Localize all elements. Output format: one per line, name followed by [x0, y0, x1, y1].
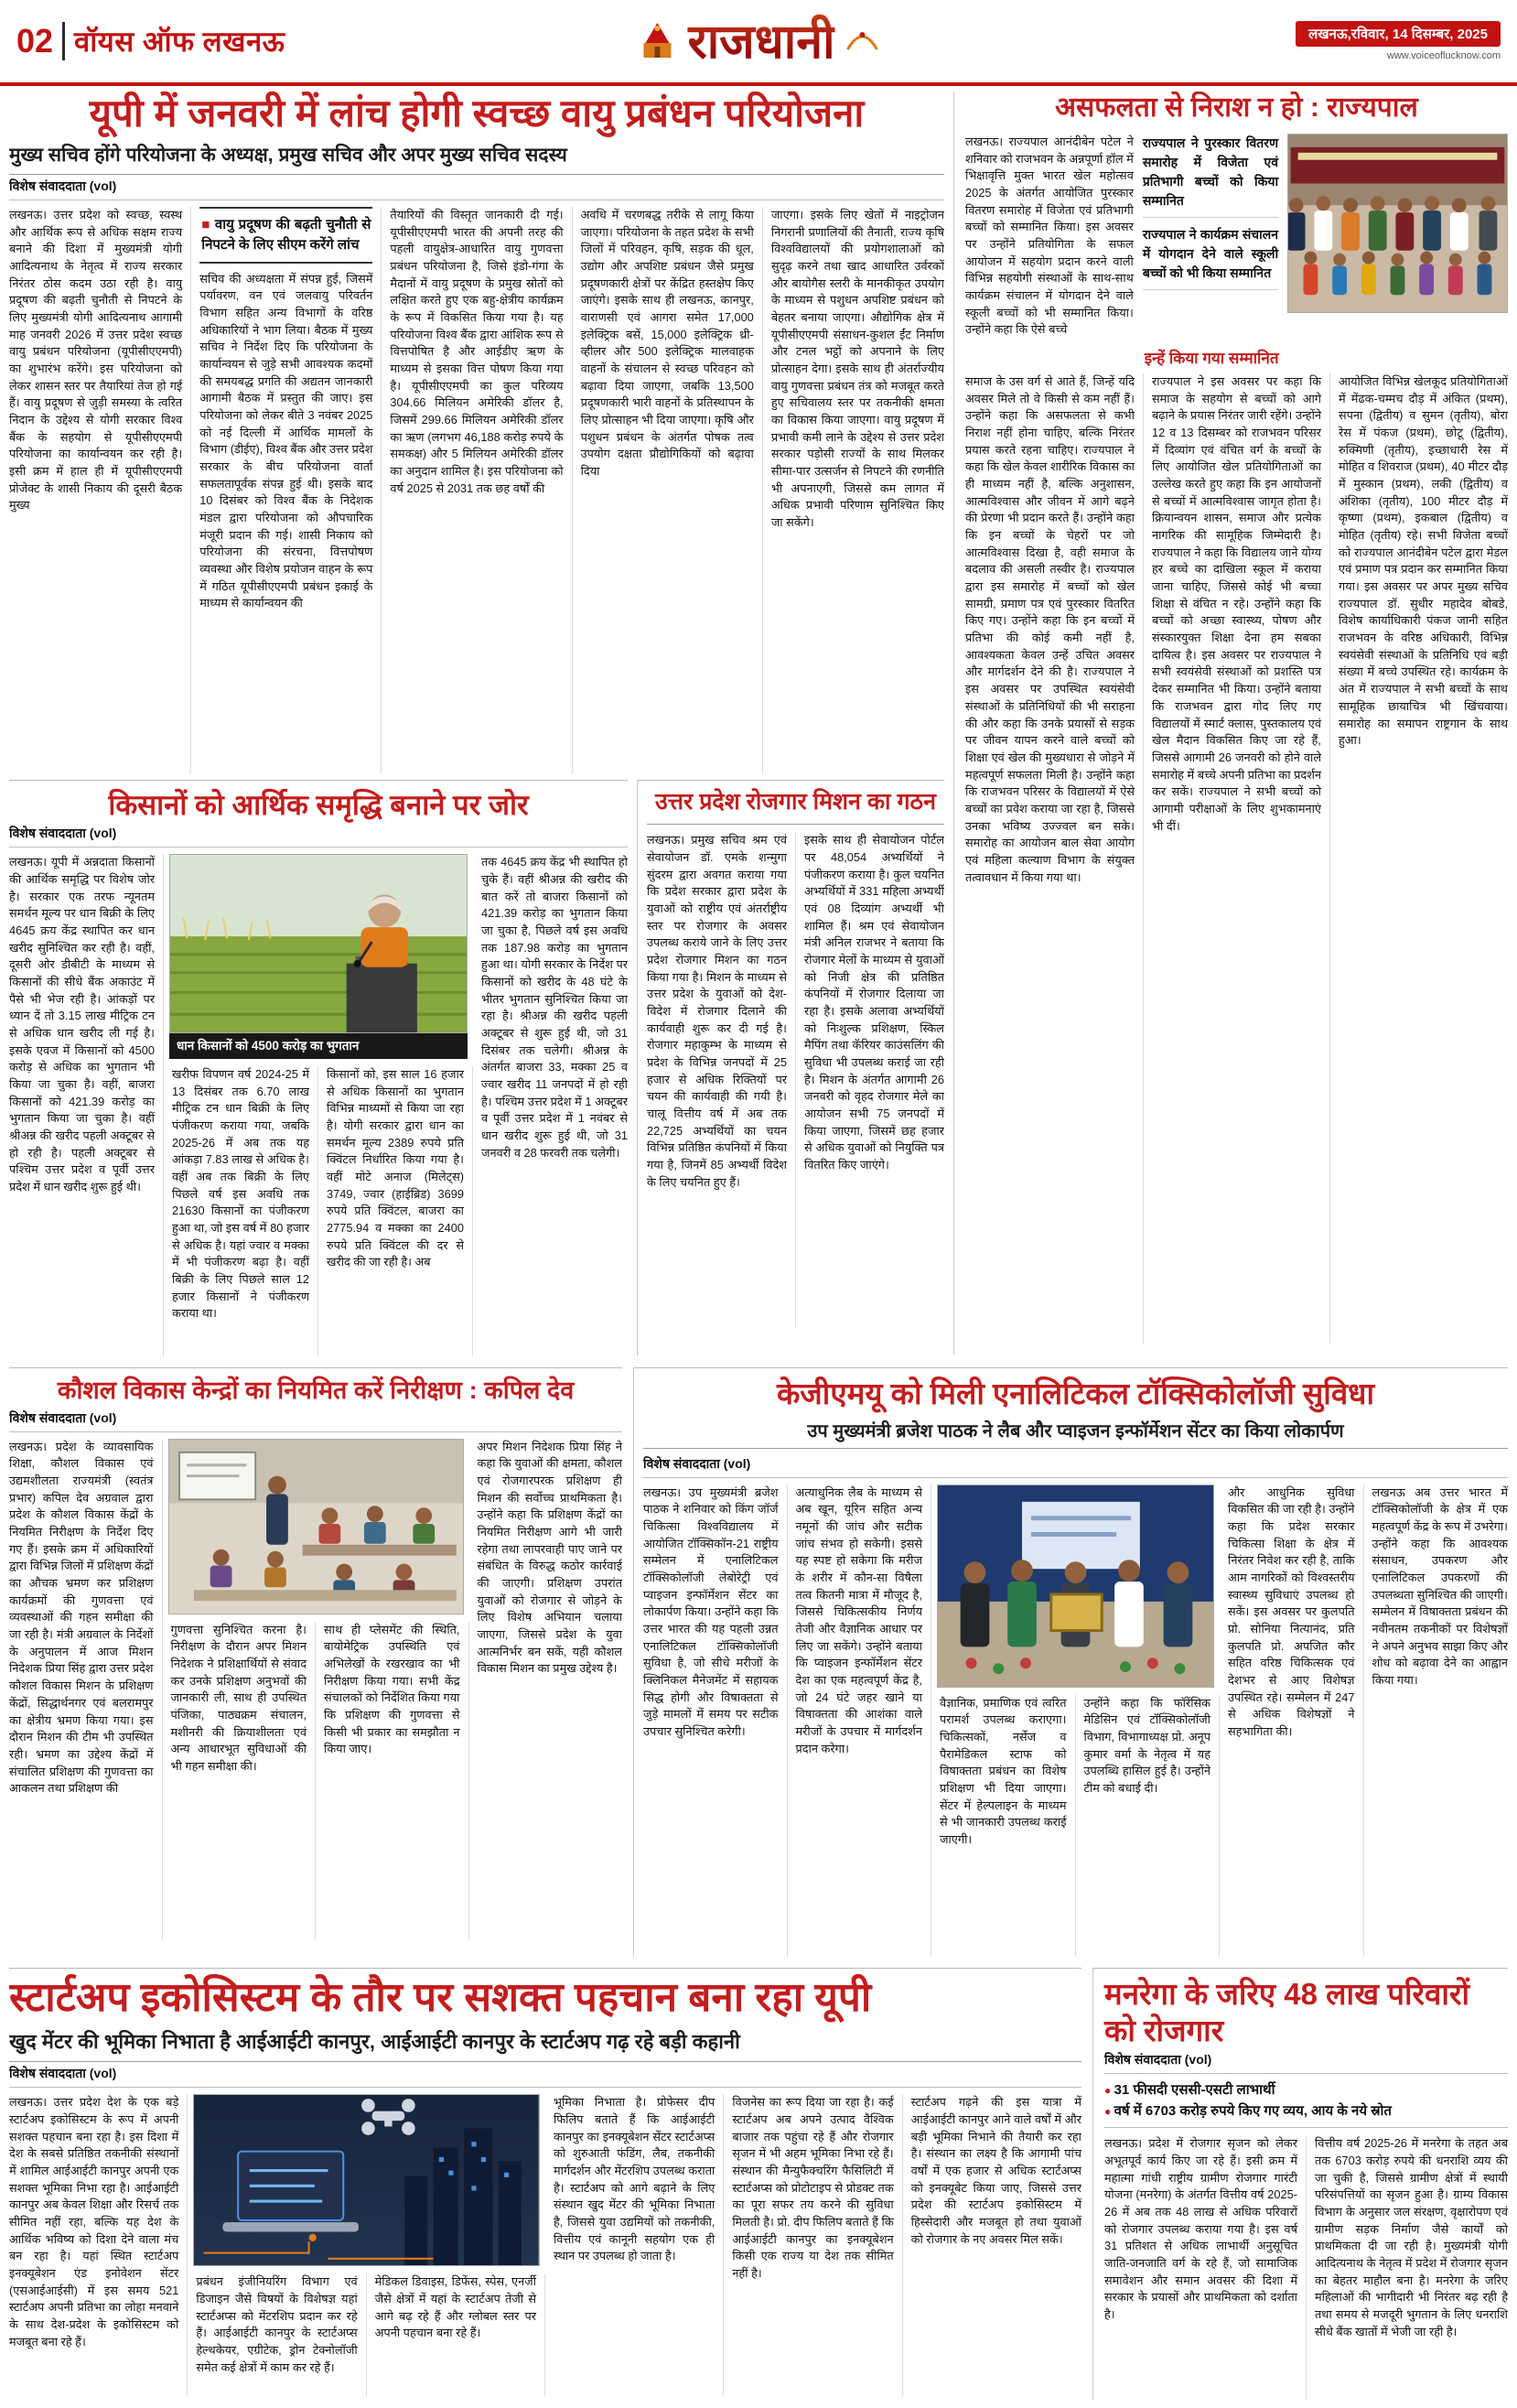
- skill-byline: विशेष संवाददाता (vol): [9, 1407, 622, 1432]
- mission-col-1: लखनऊ। प्रमुख सचिव श्रम एवं सेवायोजन डॉ. एमके शन्मुगा सुंदरम द्वारा अवगत कराया गया कि प्रदेश सरकार द्वारा प्रदेश के युवाओं को राष्ट्रीय एवं अंतर्राष्ट्रीय स्तर पर रोजगार के अवसर उपलब्ध कराये जाने के लिए उत्तर प्रदेश रोजगार मिशन का गठन किया गया है। मिशन के माध्यम से उत्तर प्रदेश के युवाओं को देश-विदेश में रोजगार दिलाने की कार्यवाही शुरू कर दी गई है। रोजगार महाकुम्भ के माध्यम से प्रदेश के विभिन्न जनपदों में 25 हजार से अधिक रिक्तियों पर चयन की कार्यवाही की गयी है। चालू वित्तीय वर्ष में अब तक 22,725 अभ्यर्थियों का चयन विभिन्न प्रतिष्ठित कंपनियों में किया गया है, जिनमें 85 अभ्यर्थी विदेश के लिए चयनित हुए हैं।: [647, 832, 796, 1326]
- farmers-col-3: किसानों को, इस साल 16 हजार से अधिक किसानों का भुगतान विभिन्न माध्यमों से किया जा रहा है। योगी सरकार द्वारा धान का समर्थन मूल्य 2389 रुपये प्रति क्विंटल निर्धारित किया गया है। वहीं मोटे अनाज (मिलेट्स) 3749, ज्वार (हाईब्रिड) 3699 रुपये प्रति क्विंटल, बाजरा का 2775.94 व मक्का का 2400 रुपये प्रति क्विंटल की दर से खरीद की जा रही है। अब: [318, 1066, 473, 1356]
- air-body: [9, 207, 944, 774]
- temple-icon: [636, 19, 678, 61]
- paper-name: वॉयस ऑफ लखनऊ: [74, 26, 285, 58]
- header-meta: [1296, 21, 1501, 61]
- governor-headline: असफलता से निराश न हो : राज्यपाल: [1055, 92, 1418, 123]
- rajdhani-logo: [636, 7, 880, 72]
- startup-col-2: प्रबंधन इंजीनियरिंग विभाग एवं डिजाइन जैसे विषयों के विशेषज्ञ यहां स्टार्टअप्स को मेंटरशिप प्रदान कर रहे हैं। आईआईटी कानपुर के स्टार्टअप्स हेल्थकेयर, एग्रीटेक, ड्रोन टेक्नोलॉजी समेत कई क्षेत्रों में काम कर रहे हैं।: [188, 2273, 366, 2396]
- governor-top: [965, 134, 1508, 339]
- skill-col-2: गुणवत्ता सुनिश्चित करना है। निरीक्षण के दौरान अपर मिशन निदेशक ने प्रशिक्षार्थियों से संवाद कर उनके प्रशिक्षण अनुभवों की जानकारी ली, साथ ही उपस्थित पंजिका, पाठ्यक्रम संचालन, मशीनरी की क्रियाशीलता एवं अन्य आधारभूत सुविधाओं की भी गहन समीक्षा की।: [163, 1622, 317, 1940]
- startup-photo-block: [193, 2094, 540, 2266]
- kgmu-col-5: और आधुनिक सुविधा विकसित की जा रही है। उन्होंने कहा कि प्रदेश सरकार चिकित्सा शिक्षा के क्षेत्र में निरंतर निवेश कर रही है, ताकि आम नागरिकों को विश्वस्तरीय स्वास्थ्य सुविधाएं उपलब्ध हो सकें। इस अवसर पर कुलपति प्रो. सोनिया नित्यानंद, प्रति कुलपति प्रो. अपजित कौर सहित वरिष्ठ चिकित्सक एवं देशभर से आए विशेषज्ञ उपस्थित रहे। सम्मेलन में 247 से अधिक विशेषज्ञों ने सहभागिता की।: [1220, 1485, 1364, 1957]
- farmers-byline: विशेष संवाददाता (vol): [9, 822, 628, 848]
- mnrega-col-2: वित्तीय वर्ष 2025-26 में मनरेगा के तहत अब तक 6703 करोड़ रुपये की धनराशि व्यय की जा चुकी है, जिससे ग्रामीण क्षेत्रों में स्थायी परिसंपत्तियों का सृजन हुआ है। ग्राम्य विकास विभाग के अनुसार जल संरक्षण, वृक्षारोपण एवं ग्रामीण सड़क निर्माण जैसे कार्यों को प्राथमिकता दी जा रही है। मुख्यमंत्री योगी आदित्यनाथ के नेतृत्व में प्रदेश में रोजगार सृजन का बेहतर माहौल बना है। मनरेगा के जरिए महिलाओं की भागीदारी भी निरंतर बढ़ रही है तथा समय से मजदूरी भुगतान के लिए धनराशि सीधे बैंक खातों में भेजी जा रही है।: [1315, 2136, 1508, 2338]
- startup-subhead: खुद मेंटर की भूमिका निभाता है आईआईटी कानपुर, आईआईटी कानपुर के स्टार्टअप गढ़ रहे बड़ी कहानी: [9, 2027, 1081, 2062]
- startup-col-4: भूमिका निभाता है। प्रोफेसर दीप फिलिप बताते हैं कि आईआईटी कानपुर का इनक्यूबेशन सेंटर स्टार्टअप्स को शुरुआती फंडिंग, लैब, तकनीकी मार्गदर्शन और मेंटरशिप उपलब्ध कराता है। स्टार्टअप को आगे बढ़ाने के लिए संस्थान खुद मेंटर की भूमिका निभाता है, जिससे युवा उद्यमियों को तकनीकी, वित्तीय एवं कानूनी सहयोग एक ही स्थान पर उपलब्ध हो जाता है।: [545, 2094, 724, 2396]
- farmers-col-1: लखनऊ। यूपी में अन्नदाता किसानों की आर्थिक समृद्धि पर विशेष जोर है। सरकार एक तरफ न्यूनतम समर्थन मूल्य पर धान बिक्री के लिए 4645 क्रय केंद्र स्थापित कर धान खरीद सुनिश्चित कर रही है। वहीं, दूसरी ओर डीबीटी के माध्यम से किसानों की सीधे बैंक अकाउंट में पैसे भी भेज रही है। आंकड़ों पर ध्यान दें तो 3.15 लाख मीट्रिक टन से अधिक धान खरीद ली गई है। इसके एवज में किसानों को 4500 करोड़ से अधिक का भुगतान भी किया जा चुका है। वहीं, बाजरा किसानों को 421.39 करोड़ का भुगतान किया जा चुका है। वहीं श्रीअन्न की खरीद पहली अक्टूबर से हो रही है। पहली अक्टूबर से पश्चिम उत्तर प्रदेश व पूर्वी उत्तर प्रदेश में धान खरीद शुरू हुई थी।: [9, 854, 164, 1356]
- mnrega-bullet-1: ● 31 फीसदी एससी-एसटी लाभार्थी: [1104, 2080, 1508, 2101]
- article-startup-ecosystem: [9, 1968, 1081, 2400]
- mnrega-bullets: [1104, 2080, 1508, 2128]
- startup-col-1: लखनऊ। उत्तर प्रदेश देश के एक बड़े स्टार्टअप इकोसिस्टम के रूप में अपनी सशक्त पहचान बना रहा है। इस दिशा में देश के सबसे प्रतिष्ठित तकनीकी संस्थानों में शामिल आईआईटी कानपुर अपनी एक सशक्त भूमिका निभा रहा है। आईआईटी कानपुर अब केवल शिक्षा और रिसर्च तक सीमित नहीं रहा, बल्कि यह देश के आर्थिक भविष्य को दिशा देने वाला मंच बन रहा है। यहां स्थित स्टार्टअप इनक्यूबेशन एंड इनोवेशन सेंटर (एसआईआईसी) में इस समय 521 स्टार्टअप अपनी प्रतिभा का लोहा मनवाने के साथ देश-प्रदेश के इकोसिस्टम को मजबूत बना रहे हैं।: [9, 2094, 188, 2396]
- kgmu-col-3: वैज्ञानिक, प्रमाणिक एवं त्वरित परामर्श उपलब्ध कराएगा। चिकित्सकों, नर्सेज व पैरामेडिकल स्टाफ को विषाक्तता प्रबंधन का विशेष प्रशिक्षण भी दिया जाएगा। सेंटर में हेल्पलाइन के माध्यम से भी जानकारी उपलब्ध कराई जाएगी।: [931, 1695, 1076, 1957]
- lab-inauguration-photo: [937, 1485, 1214, 1688]
- kgmu-col-2: अत्याधुनिक लैब के माध्यम से अब खून, यूरिन सहित अन्य नमूनों की जांच और सटीक जांच संभव हो सकेगी। इससे यह स्पष्ट हो सकेगा कि मरीज के शरीर में कौन-सा विषैला तत्व कितनी मात्रा में मौजूद है, जिससे चिकित्सकीय निर्णय तेजी और वैज्ञानिक आधार पर लिए जा सकेंगे। उन्होंने बताया कि प्वाइजन इन्फॉर्मेशन सेंटर देश का एक महत्वपूर्ण केंद्र है, जो 24 घंटे जहर खाने या विषाक्तता की आशंका वाले मरीजों के उपचार में मार्गदर्शन प्रदान करेगा।: [788, 1485, 932, 1957]
- startup-col-3: मेडिकल डिवाइस, डिफेंस, स्पेस, एनर्जी जैसे क्षेत्रों में यहां के स्टार्टअप तेजी से आगे बढ़ रहे हैं और ग्लोबल स्तर पर अपनी पहचान बना रहे हैं।: [367, 2273, 545, 2396]
- kgmu-col-4: उन्होंने कहा कि फॉरेंसिक मेडिसिन एवं टॉक्सिकोलॉजी विभाग, विभागाध्यक्ष प्रो. अनूप कुमार वर्मा के नेतृत्व में यह उपलब्धि हासिल हुई है। उन्होंने टीम को बधाई दी।: [1076, 1695, 1221, 1957]
- startup-photo-graphic: [194, 2095, 539, 2265]
- mnrega-byline: विशेष संवाददाता (vol): [1104, 2048, 1508, 2074]
- mission-col-2: इसके साथ ही सेवायोजन पोर्टल पर 48,054 अभ्यर्थियों ने पंजीकरण कराया है। कुल चयनित अभ्यर्थियों में 331 महिला अभ्यर्थी एवं 08 दिव्यांग अभ्यर्थी भी शामिल हैं। श्रम एवं सेवायोजन मंत्री अनिल राजभर ने बताया कि रोजगार मेलों के माध्यम से युवाओं को निजी क्षेत्र की प्रतिष्ठित कंपनियों में रोजगार दिलाया जा रहा है। इसके अलावा अभ्यर्थियों को निःशुल्क प्रशिक्षण, स्किल मैपिंग तथा कॅरियर काउंसलिंग की सुविधा भी उपलब्ध कराई जा रही है। मिशन के अंतर्गत आगामी 26 जनवरी को वृहद रोजगार मेले का आयोजन सभी 75 जनपदों में किया जाएगा, जिसमें छह हजार से अधिक युवाओं को नियुक्ति पत्र वितरित किए जाएंगे।: [804, 833, 944, 1172]
- website-link[interactable]: www.voiceoflucknow.com: [1386, 50, 1501, 61]
- governor-intro-2: राज्यपाल ने कार्यक्रम संचालन में योगदान देने वाले स्कूली बच्चों को भी किया सम्मानित: [1143, 225, 1278, 290]
- article-farmers: [9, 780, 628, 1356]
- skill-photo-block: [168, 1439, 464, 1614]
- startup-byline: विशेष संवाददाता (vol): [9, 2062, 1081, 2088]
- farmers-photo-block: [169, 854, 468, 1059]
- mnrega-col-1: लखनऊ। प्रदेश में रोजगार सृजन को लेकर अभूतपूर्व कार्य किए जा रहे हैं। इसी क्रम में महात्मा गांधी राष्ट्रीय ग्रामीण रोजगार गारंटी योजना (मनरेगा) के अंतर्गत वित्तीय वर्ष 2025-26 में अब तक 48 लाख से अधिक परिवारों को रोजगार उपलब्ध कराया गया है। इस वर्ष 31 प्रतिशत से अधिक लाभार्थी अनुसूचित जाति-जनजाति वर्ग के रहे हैं, जो सामाजिक समावेशन और समान अवसर की दिशा में सरकार के प्रयासों और प्राथमिकता को दर्शाता है।: [1104, 2135, 1307, 2400]
- kgmu-byline: विशेष संवाददाता (vol): [643, 1452, 1508, 1478]
- air-subhead: मुख्य सचिव होंगे परियोजना के अध्यक्ष, प्रमुख सचिव और अपर मुख्य सचिव सदस्य: [9, 142, 944, 175]
- skill-headline: कौशल विकास केन्द्रों का नियमित करें निरीक्षण : कपिल देव: [57, 1377, 575, 1404]
- classroom-inspection-photo: [168, 1439, 464, 1614]
- kgmu-col-1: लखनऊ। उप मुख्यमंत्री ब्रजेश पाठक ने शनिवार को किंग जॉर्ज चिकित्सा विश्वविद्यालय में आयोजित टॉक्सिकॉन-21 राष्ट्रीय सम्मेलन में एनालिटिकल टॉक्सिकोलॉजी लेबोरेट्री एवं प्वाइजन इन्फॉर्मेशन सेंटर का लोकार्पण किया। उन्होंने कहा कि उत्तर भारत की यह पहली उन्नत एनालिटिकल टॉक्सिकोलॉजी सुविधा है, जो सीधे मरीजों के क्लिनिकल मैनेजमेंट में सहायक सिद्ध होगी और विषाक्तता से जुड़े मामलों में समय पर सटीक उपचार सुनिश्चित करेगी।: [643, 1485, 788, 1957]
- governor-col-3: आयोजित विभिन्न खेलकूद प्रतियोगिताओं में मेंढक-चम्मच दौड़ में अंकित (प्रथम), सपना (द्वितीय) व सुमन (तृतीय), बोरा रेस में पंकज (प्रथम), छोटू (द्वितीय), रुक्मिणी (तृतीय), इच्छाधारी रेस में मोहित व शिवराज (प्रथम), 40 मीटर दौड़ में मुस्कान (प्रथम), लकी (द्वितीय) व अंशिका (तृतीय), 100 मीटर दौड़ में कृष्णा (प्रथम), इकबाल (द्वितीय) व मोहित (तृतीय) रहे। सभी विजेता बच्चों को राज्यपाल आनंदीबेन पटेल द्वारा मेडल एवं प्रमाण पत्र प्रदान कर सम्मानित किया गया। इस अवसर पर अपर मुख्य सचिव राज्यपाल डॉ. सुधीर महादेव बोबडे, विशेष कार्याधिकारी पंकज जानी सहित राजभवन के वरिष्ठ अधिकारी, विभिन्न स्वयंसेवी संस्थाओं के प्रतिनिधि एवं बड़ी संख्या में बच्चे उपस्थित रहे। कार्यक्रम के अंत में राज्यपाल ने सभी बच्चों के साथ सामूहिक छायाचित्र भी खिंचवाया। समारोह का समापन राष्ट्रगान के साथ हुआ।: [1339, 374, 1508, 748]
- skill-body: [9, 1439, 622, 1940]
- air-byline: विशेष संवाददाता (vol): [9, 175, 944, 200]
- kgmu-subhead: उप मुख्यमंत्री ब्रजेश पाठक ने लैब और प्वाइजन इन्फॉर्मेशन सेंटर का किया लोकार्पण: [643, 1418, 1508, 1449]
- air-col-3: तैयारियों की विस्तृत जानकारी दी गई। यूपीसीएएमपी भारत की अपनी तरह की पहली वायुक्षेत्र-आधारित वायु गुणवत्ता प्रबंधन परियोजना है, जिसे इंडो-गंगा के मैदानों में वायु प्रदूषण के प्रमुख स्रोतों को लक्षित करते हुए एक बहु-क्षेत्रीय कार्यक्रम के रूप में विकसित किया गया है। यह परियोजना विश्व बैंक द्वारा आंशिक रूप से वित्तपोषित है और आईडीए ऋण के माध्यम से इसका वित्त पोषण किया गया है। यूपीसीएएमपी का कुल परिव्यय 304.66 मिलियन अमेरिकी डॉलर है, जिसमें 299.66 मिलियन अमेरिकी डॉलर का ऋण (लगभग 46,188 करोड़ रुपये के समकक्ष) और 5 मिलियन अमेरिकी डॉलर का अनुदान शामिल है। इस परियोजना को वर्ष 2025 से 2031 तक छह वर्षों की: [382, 207, 572, 774]
- farmers-col-2: खरीफ विपणन वर्ष 2024-25 में 13 दिसंबर तक 6.70 लाख मीट्रिक टन धान बिक्री के लिए पंजीकरण कराया गया, जबकि 2025-26 में अब तक यह आंकड़ा 7.83 लाख से अधिक है। वहीं अब तक बिक्री के लिए पिछले वर्ष इस अवधि तक 21630 किसानों का पंजीकरण हुआ था, जो इस वर्ष में 80 हजार से अधिक है। यहां ज्वार व मक्का में भी पंजीकरण बढ़ा है। वहीं बिक्री के लिए पिछले साल 12 हजार किसानों ने पंजीकरण कराया था।: [164, 1066, 318, 1356]
- governor-award-photo: [1287, 134, 1508, 313]
- air-col-5: जाएगा। इसके लिए खेतों में नाइट्रोजन निगरानी प्रणालियों की तैनाती, राज्य कृषि विश्वविद्यालयों की प्रयोगशालाओं को सुदृढ़ करने तथा खाद आधारित उर्वरकों और बायोगैस स्लरी के मानकीकृत उपयोग के माध्यम से पशुधन अपशिष्ट प्रबंधन को बेहतर बनाया जाएगा। औद्योगिक क्षेत्र में यूपीसीएएमपी संसाधन-कुशल ईंट निर्माण और टनल भट्ठों को अपनाने के लिए प्रोत्साहन देगा। इसके साथ ही अंतर्राज्यीय वायु गुणवत्ता प्रबंधन तंत्र को मजबूत करते हुए सचिवालय स्तर पर तकनीकी क्षमता का विकास किया जाएगा। वायु प्रदूषण में प्रभावी कमी लाने के उद्देश्य से उत्तर प्रदेश सरकार पड़ोसी राज्यों के साथ मिलकर सीमा-पार उत्सर्जन से निपटने की रणनीति भी अपनाएगी, जिससे कम लागत में अधिक प्रभावी परिणाम सुनिश्चित किए जा सकेंगे।: [770, 208, 944, 530]
- masthead-bar: [0, 0, 1517, 86]
- cm-photo-graphic: [170, 855, 467, 1032]
- air-inset-headline: ■ वायु प्रदूषण की बढ़ती चुनौती से निपटने के लिए सीएम करेंगे लांच: [199, 207, 372, 264]
- governor-col-1: समाज के उस वर्ग से आते हैं, जिन्हें यदि अवसर मिले तो वे किसी से कम नहीं हैं। उन्होंने कहा कि असफलता से कभी निराश नहीं होना चाहिए, बल्कि निरंतर प्रयास करते रहना चाहिए। राज्यपाल ने कहा कि खेल केवल शारीरिक विकास का ही माध्यम नहीं है, बल्कि अनुशासन, आत्मविश्वास और जीवन में आगे बढ़ने की प्रेरणा भी प्रदान करते हैं। उन्होंने कहा कि इन बच्चों के चेहरों पर जो आत्मविश्वास दिखा है, वही समाज के बदलाव की असली तस्वीर है। राज्यपाल द्वारा इस समारोह में बच्चों को खेल सामग्री, प्रमाण पत्र एवं पुरस्कार वितरित किए गए। उन्होंने कहा कि इन बच्चों में प्रतिभा की कोई कमी नहीं है, आवश्यकता केवल उन्हें उचित अवसर और मार्गदर्शन देने की है। राज्यपाल ने इस अवसर पर उपस्थित स्वयंसेवी संस्थाओं के प्रतिनिधियों की भी सराहना की और कहा कि उनके प्रयासों से सड़क पर जीवन यापन करने वाले बच्चों को शिक्षा एवं खेल की मुख्यधारा से जोड़ने में महत्वपूर्ण सफलता मिली है। उन्होंने कहा कि राजभवन परिसर के विद्यालयों में ऐसे बच्चों का प्रवेश कराया जा रहा है, जिससे उनका भविष्य उज्ज्वल बन सके। समारोह का आयोजन बाल सेवा आयोग एवं महिला कल्याण विभाग के संयुक्त तत्वावधान में किया गया था।: [965, 373, 1144, 1344]
- kgmu-col-6: लखनऊ अब उत्तर भारत में टॉक्सिकोलॉजी के क्षेत्र में एक महत्वपूर्ण केंद्र के रूप में उभरेगा। उन्होंने कहा कि आवश्यक संसाधन, उपकरण और एनालिटिकल उपकरणों की उपलब्धता सुनिश्चित की जाएगी। सम्मेलन में विषाक्तता प्रबंधन की नवीनतम तकनीकों पर विशेषज्ञों ने अपने अनुभव साझा किए और शोध को बढ़ावा देने का आह्वान किया गया।: [1372, 1485, 1508, 1687]
- governor-intros: [1143, 134, 1278, 339]
- skill-col-4: अपर मिशन निदेशक प्रिया सिंह ने कहा कि युवाओं की क्षमता, कौशल एवं रोजगारपरक प्रशिक्षण ही मिशन की सर्वोच्च प्राथमिकता है। उन्होंने कहा कि प्रशिक्षण केंद्रों का नियमित निरीक्षण आगे भी जारी रहेगा तथा लापरवाही पाए जाने पर संबंधित के विरुद्ध कठोर कार्रवाई की जाएगी। प्रशिक्षण उपरांत युवाओं को रोजगार से जोड़ने के लिए विशेष अभियान चलाया जाएगा, जिससे प्रदेश के युवा आत्मनिर्भर बन सकें, यही कौशल विकास मिशन का प्रमुख उद्देश्य है।: [477, 1439, 622, 1676]
- farmers-col-4: तक 4645 क्रय केंद्र भी स्थापित हो चुके हैं। वहीं श्रीअन्न की खरीद की बात करें तो बाजरा किसानों को 421.39 करोड़ का भुगतान किया जा चुका है, पिछले वर्ष इस अवधि तक 187.98 करोड़ का भुगतान हुआ था। योगी सरकार के निर्देश पर किसानों को खरीद के 48 घंटे के भीतर भुगतान सुनिश्चित किया जा रहा है। श्रीअन्न की खरीद पहली अक्टूबर से शुरू हुई थी, जो 31 दिसंबर तक चलेगी। श्रीअन्न के अंतर्गत बाजरा 33, मक्का 25 व ज्वार खरीद 11 जनपदों में हो रही है। पश्चिम उत्तर प्रदेश में 1 अक्टूबर व पूर्वी उत्तर प्रदेश में 1 नवंबर से धान खरीद शुरू हुई थी, जो 31 जनवरी व 28 फरवरी तक चलेगी।: [481, 855, 628, 1160]
- governor-body: [965, 373, 1508, 1344]
- air-headline: यूपी में जनवरी में लांच होगी स्वच्छ वायु प्रबंधन परियोजना: [89, 92, 865, 135]
- article-mnrega: [1092, 1968, 1508, 2400]
- governor-photo-graphic: [1288, 135, 1507, 312]
- startup-body: [9, 2094, 1081, 2396]
- mission-headline: उत्तर प्रदेश रोजगार मिशन का गठन: [647, 788, 944, 825]
- mnrega-bullet-2: ● वर्ष में 6703 करोड़ रुपये किए गए व्यय, आय के नये स्रोत: [1104, 2101, 1508, 2122]
- paper-ident: [16, 22, 285, 60]
- kgmu-photo-graphic: [938, 1485, 1213, 1687]
- governor-col-2: राज्यपाल ने इस अवसर पर कहा कि समाज के सहयोग से बच्चों को आगे बढ़ाने के प्रयास निरंतर जारी रहेंगे। उन्होंने 12 व 13 दिसम्बर को राजभवन परिसर में दिव्यांग एवं वंचित वर्ग के बच्चों के लिए आयोजित खेल प्रतियोगिताओं का उल्लेख करते हुए कहा कि इन आयोजनों से बच्चों में आत्मविश्वास जागृत होता है। क्रियान्वयन शासन, समाज और प्रत्येक नागरिक की सामूहिक जिम्मेदारी है। राज्यपाल ने कहा कि विद्यालय जाने योग्य हर बच्चे का दाखिला स्कूल में कराया जाना चाहिए, जिससे कोई भी बच्चा शिक्षा से वंचित न रहे। उन्होंने कहा कि बच्चों को अच्छा स्वास्थ्य, पोषण और संस्कारयुक्त शिक्षा देना हम सबका दायित्व है। इस अवसर पर राज्यपाल ने सभी स्वयंसेवी संस्थाओं को प्रशस्ति पत्र देकर सम्मानित भी किया। उन्होंने बताया कि राजभवन द्वारा गोद लिए गए विद्यालयों में स्मार्ट क्लास, पुस्तकालय एवं खेल मैदान विकसित किए जा रहे हैं, जिससे आगामी 26 जनवरी को होने वाले समारोह में बच्चे अपनी प्रतिभा का प्रदर्शन कर सकें। राज्यपाल ने सभी बच्चों को आगामी परीक्षाओं के लिए शुभकामनाएं भी दीं।: [1144, 373, 1330, 1344]
- startup-col-5: विजनेस का रूप दिया जा रहा है। कई स्टार्टअप अब अपने उत्पाद वैश्विक बाजार तक पहुंचा रहे हैं और रोजगार सृजन में भी अहम भूमिका निभा रहे हैं। संस्थान की मैन्युफैक्चरिंग फैसिलिटी में स्टार्टअप्स को प्रोटोटाइप से प्रोडक्ट तक का पूरा सफर तय करने की सुविधा मिलती है। प्रो. दीप फिलिप बताते हैं कि आईआईटी कानपुर का इनक्यूबेशन किसी एक राज्य या देश तक सीमित नहीं है।: [724, 2094, 902, 2396]
- dateline: लखनऊ,रविवार, 14 दिसम्बर, 2025: [1296, 21, 1501, 47]
- mission-body: [647, 832, 944, 1326]
- startup-col-6: स्टार्टअप गढ़ने की इस यात्रा में आईआईटी कानपुर आने वाले वर्षों में और बड़ी भूमिका निभाने की तैयारी कर रहा है। संस्थान का लक्ष्य है कि आगामी पांच वर्षों में एक हजार से अधिक स्टार्टअप्स को इनक्यूबेट किया जाए, जिससे उत्तर प्रदेश की स्टार्टअप इकोसिस्टम में हिस्सेदारी और मजबूत हो तथा युवाओं को रोजगार के नए अवसर मिल सकें।: [910, 2095, 1081, 2246]
- air-col-1: लखनऊ। उत्तर प्रदेश को स्वच्छ, स्वस्थ और आर्थिक रूप से अधिक सक्षम राज्य बनाने की दिशा में मुख्यमंत्री योगी आदित्यनाथ के नेतृत्व में राज्य सरकार निरंतर ठोस कदम उठा रही है। वायु प्रदूषण की बढ़ती चुनौती से निपटने के लिए मुख्यमंत्री योगी आदित्यनाथ आगामी माह जनवरी 2026 में उत्तर प्रदेश स्वच्छ वायु प्रबंधन परियोजना (यूपीसीएएमपी) का शुभारंभ करेंगे। इस परियोजना को लेकर शासन स्तर पर तैयारियां तेज हो गई हैं। वायु प्रदूषण से जुड़ी समस्या के त्वरित निदान के उद्देश्य से योगी सरकार विश्व बैंक के सहयोग से यूपीसीएएमपी परियोजना का कार्यान्वयन कर रही है। इसी क्रम में हाल ही में यूपीसीएएमपी प्रोजेक्ट के शासी निकाय की दूसरी बैठक मुख्य: [9, 207, 191, 774]
- skill-col-3: साथ ही प्लेसमेंट की स्थिति, बायोमेट्रिक उपस्थिति एवं अभिलेखों के रखरखाव का भी निरीक्षण किया गया। सभी केंद्र संचालकों को निर्देशित किया गया कि प्रशिक्षण की गुणवत्ता से किसी भी प्रकार का समझौता न किया जाए।: [316, 1622, 469, 1940]
- air-col-4: अवधि में चरणबद्ध तरीके से लागू किया जाएगा। परियोजना के तहत प्रदेश के सभी जिलों में परिवहन, कृषि, सड़क की धूल, उद्योग और अपशिष्ट प्रबंधन जैसे प्रमुख प्रदूषणकारी क्षेत्रों पर केंद्रित हस्तक्षेप किए जाएंगे। इसके साथ ही लखनऊ, कानपुर, वाराणसी एवं आगरा समेत 17,000 इलेक्ट्रिक बसें, 15,000 इलेक्ट्रिक थ्री-व्हीलर और 500 इलेक्ट्रिक मालवाहक वाहनों के संचालन से स्वच्छ परिवहन को बढ़ावा दिया जाएगा, जबकि 13,500 प्रदूषणकारी भारी वाहनों के प्रतिस्थापन के लिए प्रोत्साहन भी दिया जाएगा। कृषि और पशुधन प्रबंधन के अंतर्गत पोषक तत्व उपयोग दक्षता प्रौद्योगिकियों को बढ़ावा दिया: [573, 207, 763, 774]
- kgmu-photo-block: [937, 1485, 1214, 1688]
- masthead-title: राजधानी: [687, 7, 834, 72]
- article-employment-mission: [637, 780, 944, 1356]
- cm-paddy-photo: [169, 854, 468, 1033]
- kgmu-body: [643, 1485, 1508, 1957]
- farmers-photo-caption: धान किसानों को 4500 करोड़ का भुगतान: [169, 1033, 468, 1059]
- kgmu-headline: केजीएमयू को मिली एनालिटिकल टॉक्सिकोलॉजी सुविधा: [776, 1377, 1375, 1410]
- air-col-2-text: सचिव की अध्यक्षता में संपन्न हुई, जिसमें पर्यावरण, वन एवं जलवायु परिवर्तन विभाग सहित अन्य विभागों के वरिष्ठ अधिकारियों ने भाग लिया। बैठक में मुख्य सचिव ने निर्देश दिए कि परियोजना के कार्यान्वयन से जुड़े सभी आवश्यक कदमों की समयबद्ध प्रगति की अद्यतन जानकारी आगामी बैठक में प्रस्तुत की जाए। इस परियोजना को लेकर बीते 3 नवंबर 2025 को नई दिल्ली में आर्थिक मामलों के विभाग (डीईए), विश्व बैंक और उत्तर प्रदेश सरकार के बीच परियोजना वार्ता सफलतापूर्वक संपन्न हुई थी। इसके बाद 10 दिसंबर को विश्व बैंक के निदेशक मंडल द्वारा परियोजना को औपचारिक मंजूरी प्रदान की गई। शासी निकाय को परियोजना की संरचना, वित्तपोषण व्यवस्था और विशेष प्रयोजन वाहन के रूप में गठित यूपीसीएएमपी प्रबंधन इकाई के माध्यम से कार्यान्वयन की: [199, 271, 373, 610]
- farmers-body: [9, 854, 628, 1356]
- divider: [62, 22, 65, 60]
- governor-lead: लखनऊ। राज्यपाल आनंदीबेन पटेल ने शनिवार को राजभवन के अन्नपूर्णा हॉल में भिक्षावृत्ति मुक्त भारत खेल महोत्सव 2025 के अंतर्गत आयोजित पुरस्कार वितरण समारोह में विजेता एवं प्रतिभागी बच्चों को सम्मानित किया। इस अवसर पर उन्होंने प्रतियोगिता के सफल आयोजन में सहयोग प्रदान करने वाली विभिन्न सहयोगी संस्थाओं के साथ-साथ कार्यक्रम संचालन में योगदान देने वाले स्कूली बच्चों को भी सम्मानित किया। उन्होंने कहा कि ऐसे बच्चे: [965, 135, 1134, 337]
- article-air-project: [9, 92, 944, 776]
- article-governor: [953, 92, 1508, 1355]
- farmers-headline: किसानों को आर्थिक समृद्धि बनाने पर जोर: [108, 789, 529, 821]
- startup-headline: स्टार्टअप इकोसिस्टम के तौर पर सशक्त पहचान बना रहा यूपी: [9, 1975, 872, 2020]
- governor-honored-heading: इन्हें किया गया सम्मानित: [1144, 350, 1279, 368]
- governor-intro-1: राज्यपाल ने पुरस्कार वितरण समारोह में विजेता एवं प्रतिभागी बच्चों को किया सम्मानित: [1143, 134, 1278, 218]
- article-skill-centers: [9, 1367, 622, 1957]
- classroom-photo-graphic: [169, 1440, 463, 1614]
- air-col-2: [191, 207, 382, 774]
- page-number: 02: [16, 22, 54, 59]
- mnrega-body: [1104, 2135, 1508, 2400]
- skill-col-1: लखनऊ। प्रदेश के व्यावसायिक शिक्षा, कौशल विकास एवं उद्यमशीलता राज्यमंत्री (स्वतंत्र प्रभार) कपिल देव अग्रवाल द्वारा प्रदेश के कौशल विकास केंद्रों के नियमित निरीक्षण के निर्देश दिए गए हैं। इसके क्रम में अधिकारियों द्वारा विभिन्न जिलों में प्रशिक्षण केंद्रों का औचक भ्रमण कर प्रशिक्षण कार्यक्रमों की गुणवत्ता एवं व्यवस्थाओं की गहन समीक्षा की जा रही है। मंत्री अग्रवाल के निर्देशों के अनुपालन में आज मिशन निदेशक प्रिया सिंह द्वारा उत्तर प्रदेश कौशल विकास मिशन के प्रशिक्षण केंद्रों, सिद्धार्थनगर एवं बलरामपुर का क्षेत्रीय भ्रमण किया गया। इस दौरान मिशन की टीम भी उपस्थित रही। भ्रमण का उद्देश्य केंद्रों में संचालित प्रशिक्षण की गुणवत्ता का आकलन तथा प्रशिक्षण की: [9, 1439, 163, 1940]
- article-kgmu-toxicology: [633, 1367, 1508, 1957]
- tech-collage-photo: [193, 2094, 540, 2266]
- flourish-icon: [845, 22, 881, 59]
- mnrega-headline: मनरेगा के जरिए 48 लाख परिवारों को रोजगार: [1104, 1977, 1469, 2047]
